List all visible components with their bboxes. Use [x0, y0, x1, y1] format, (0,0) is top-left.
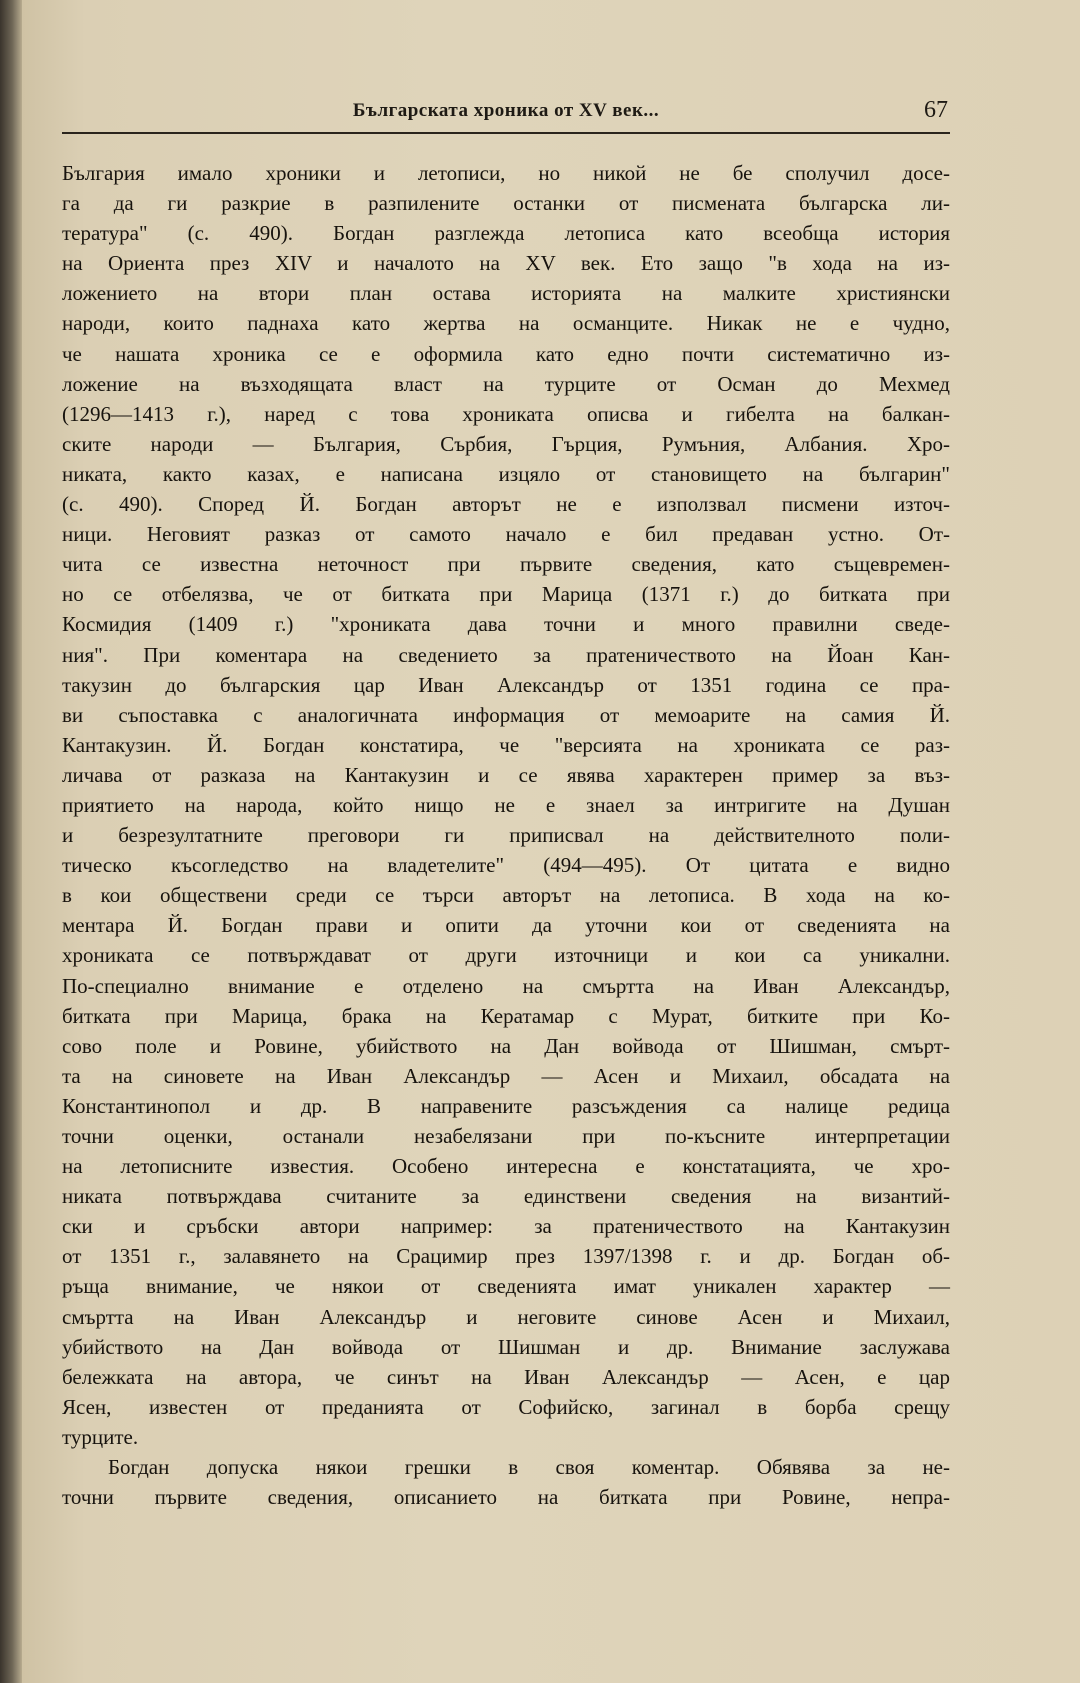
running-title: Българската хроника от XV век...	[352, 100, 660, 121]
page-header	[62, 82, 950, 134]
text-line: никата потвърждава считаните за единствени сведения на византий-	[62, 1184, 950, 1209]
text-line: ници. Неговият разказ от самото начало е бил предаван устно. От-	[62, 522, 950, 547]
text-line: Космидия (1409 г.) "хрониката дава точни и много правилни сведе-	[62, 612, 950, 637]
text-line: ви съпоставка с аналогичната информация от мемоарите на самия Й.	[62, 702, 950, 727]
text-line: личава от разказа на Кантакузин и се явява характерен пример за въз-	[62, 762, 950, 787]
text-line: Константинопол и др. В направените разсъждения са налице редица	[62, 1093, 950, 1118]
text-line: ски и сръбски автори например: за пратеничеството на Кантакузин	[62, 1214, 950, 1239]
text-line: га да ги разкрие в разпилените останки от писмената българска ли-	[62, 191, 950, 216]
text-line: (с. 490). Според Й. Богдан авторът не е използвал писмени източ-	[62, 492, 950, 517]
text-line: тическо късогледство на владетелите" (494—495). От цитата е видно	[62, 853, 950, 878]
text-line: ментара Й. Богдан прави и опити да уточни кои от сведенията на	[62, 913, 950, 938]
body-text	[62, 158, 950, 1512]
paragraph	[62, 1452, 950, 1512]
text-line: Ясен, известен от преданията от Софийско, загинал в борба срещу	[62, 1394, 950, 1419]
text-line: в кои обществени среди се търси авторът на летописа. В хода на ко-	[62, 883, 950, 908]
text-line: точни оценки, останали незабелязани при по-късните интерпретации	[62, 1124, 950, 1148]
text-line: хрониката се потвърждават от други източници и кои са уникални.	[62, 943, 950, 968]
text-line: сово поле и Ровине, убийството на Дан войвода от Шишман, смърт-	[62, 1033, 950, 1058]
text-line: смъртта на Иван Александър и неговите синове Асен и Михаил,	[62, 1304, 950, 1329]
text-line: битката при Марица, брака на Кератамар с Мурат, битките при Ко-	[62, 1003, 950, 1028]
text-line: бележката на автора, че синът на Иван Александър — Асен, е цар	[62, 1364, 950, 1389]
text-line: убийството на Дан войвода от Шишман и др. Внимание заслужава	[62, 1334, 950, 1359]
text-line: ния". При коментара на сведението за пратеничеството на Йоан Кан-	[62, 642, 950, 667]
text-line: ложение на възходящата власт на турците от Осман до Мехмед	[62, 371, 950, 396]
text-line: чита се известна неточност при първите сведения, като същевремен-	[62, 552, 950, 577]
text-line: но се отбелязва, че от битката при Марица (1371 г.) до битката при	[62, 582, 950, 607]
text-line: такузин до българския цар Иван Александър от 1351 година се пра-	[62, 672, 950, 697]
text-line: от 1351 г., залавянето на Срацимир през 1397/1398 г. и др. Богдан об-	[62, 1244, 950, 1269]
text-line: и безрезултатните преговори ги приписвал на действителното поли-	[62, 823, 950, 848]
text-line: на Ориента през XIV и началото на XV век. Ето защо "в хода на из-	[62, 251, 950, 276]
text-line: та на синовете на Иван Александър — Асен и Михаил, обсадата на	[62, 1063, 950, 1088]
text-line: че нашата хроника се е оформила като едно почти систематично из-	[62, 341, 950, 366]
text-line: България имало хроники и летописи, но никой не бе сполучил досе-	[62, 161, 950, 185]
text-line: тература" (с. 490). Богдан разглежда летописа като всеобща история	[62, 221, 950, 246]
text-line: народи, които паднаха като жертва на османците. Никак не е чудно,	[62, 311, 950, 336]
paragraph	[62, 158, 950, 1452]
text-line: никата, както казах, е написана изцяло от становището на българин"	[62, 461, 950, 486]
text-line: точни първите сведения, описанието на битката при Ровине, непра-	[62, 1485, 950, 1510]
text-line: ръща внимание, че някои от сведенията имат уникален характер —	[62, 1274, 950, 1299]
text-line: ложението на втори план остава историята на малките християнски	[62, 281, 950, 306]
text-line: на летописните известия. Особено интересна е констатацията, че хро-	[62, 1154, 950, 1179]
page-number: 67	[924, 97, 948, 123]
text-line: (1296—1413 г.), наред с това хрониката описва и гибелта на балкан-	[62, 401, 950, 426]
book-page	[22, 0, 1080, 1683]
text-line: Богдан допуска някои грешки в своя коментар. Обявява за не-	[108, 1455, 950, 1480]
book-spine-shadow	[0, 0, 22, 1683]
text-line: Кантакузин. Й. Богдан констатира, че "версията на хрониката се раз-	[62, 732, 950, 757]
text-line: По-специално внимание е отделено на смъртта на Иван Александър,	[62, 973, 950, 998]
text-line: турците.	[62, 1424, 139, 1449]
text-line: приятието на народа, който нищо не е знаел за интригите на Душан	[62, 792, 950, 817]
text-line: ските народи — България, Сърбия, Гърция, Румъния, Албания. Хро-	[62, 431, 950, 456]
